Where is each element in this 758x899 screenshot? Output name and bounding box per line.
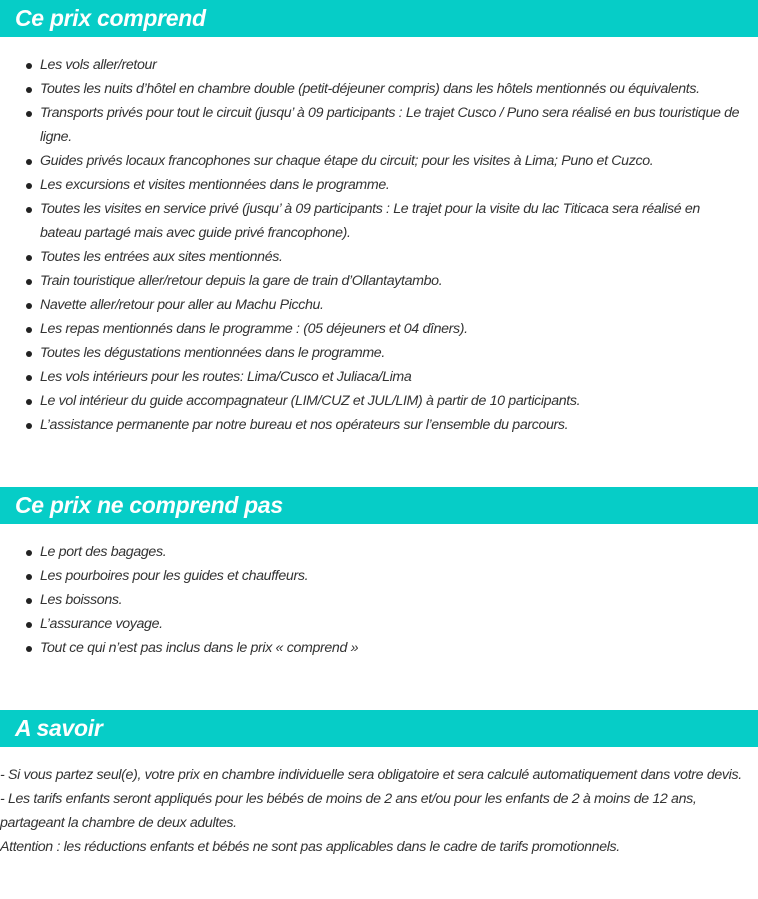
bullet-icon — [26, 423, 32, 429]
list-item: L’assurance voyage. — [0, 612, 758, 636]
bullet-icon — [26, 87, 32, 93]
list-item: Toutes les entrées aux sites mentionnés. — [0, 245, 758, 269]
note-line: - Les tarifs enfants seront appliqués pour les bébés de moins de 2 ans et/ou pour les enfants de 2 à moins de 12 ans, partageant la chambre de deux adultes. — [0, 791, 697, 831]
list-item: Les boissons. — [0, 588, 758, 612]
list-item: Les vols aller/retour — [0, 53, 758, 77]
bullet-icon — [26, 279, 32, 285]
note-line: - Si vous partez seul(e), votre prix en chambre individuelle sera obligatoire et sera calculé automatiquement dans votre devis. — [0, 767, 742, 783]
bullet-icon — [26, 351, 32, 357]
list-item: Le vol intérieur du guide accompagnateur (LIM/CUZ et JUL/LIM) à partir de 10 participants. — [0, 389, 758, 413]
bullet-icon — [26, 111, 32, 117]
bullet-icon — [26, 646, 32, 652]
bullet-icon — [26, 183, 32, 189]
section-title-notes: A savoir — [15, 715, 103, 741]
bullet-icon — [26, 63, 32, 69]
bullet-icon — [26, 207, 32, 213]
bullet-icon — [26, 550, 32, 556]
notes-text — [0, 763, 758, 859]
list-item: Navette aller/retour pour aller au Machu Picchu. — [0, 293, 758, 317]
list-item: L’assistance permanente par notre bureau et nos opérateurs sur l’ensemble du parcours. — [0, 413, 758, 437]
list-item: Guides privés locaux francophones sur chaque étape du circuit; pour les visites à Lima; Puno et Cuzco. — [0, 149, 758, 173]
list-item: Transports privés pour tout le circuit (jusqu’ à 09 participants : Le trajet Cusco / Puno sera réalisé en bus touristique de ligne. — [0, 101, 758, 149]
list-item: Toutes les dégustations mentionnées dans le programme. — [0, 341, 758, 365]
bullet-icon — [26, 375, 32, 381]
section-title-includes: Ce prix comprend — [15, 5, 206, 31]
bullet-icon — [26, 622, 32, 628]
includes-list — [0, 53, 758, 437]
bullet-icon — [26, 399, 32, 405]
list-item: Toutes les visites en service privé (jusqu’ à 09 participants : Le trajet pour la visite du lac Titicaca sera réalisé en bateau partagé mais avec guide privé francophone). — [0, 197, 758, 245]
list-item: Le port des bagages. — [0, 540, 758, 564]
list-item: Tout ce qui n’est pas inclus dans le prix « comprend » — [0, 636, 758, 660]
section-header-includes — [0, 0, 758, 37]
list-item: Les repas mentionnés dans le programme : (05 déjeuners et 04 dîners). — [0, 317, 758, 341]
bullet-icon — [26, 159, 32, 165]
section-header-notes — [0, 710, 758, 747]
excludes-list — [0, 540, 758, 660]
bullet-icon — [26, 303, 32, 309]
section-title-excludes: Ce prix ne comprend pas — [15, 492, 283, 518]
bullet-icon — [26, 574, 32, 580]
list-item: Les vols intérieurs pour les routes: Lima/Cusco et Juliaca/Lima — [0, 365, 758, 389]
bullet-icon — [26, 598, 32, 604]
section-header-excludes — [0, 487, 758, 524]
list-item: Les pourboires pour les guides et chauffeurs. — [0, 564, 758, 588]
list-item: Toutes les nuits d’hôtel en chambre double (petit-déjeuner compris) dans les hôtels mentionnés ou équivalents. — [0, 77, 758, 101]
list-item: Train touristique aller/retour depuis la gare de train d’Ollantaytambo. — [0, 269, 758, 293]
bullet-icon — [26, 327, 32, 333]
list-item: Les excursions et visites mentionnées dans le programme. — [0, 173, 758, 197]
note-line: Attention : les réductions enfants et bébés ne sont pas applicables dans le cadre de tarifs promotionnels. — [0, 839, 620, 855]
bullet-icon — [26, 255, 32, 261]
